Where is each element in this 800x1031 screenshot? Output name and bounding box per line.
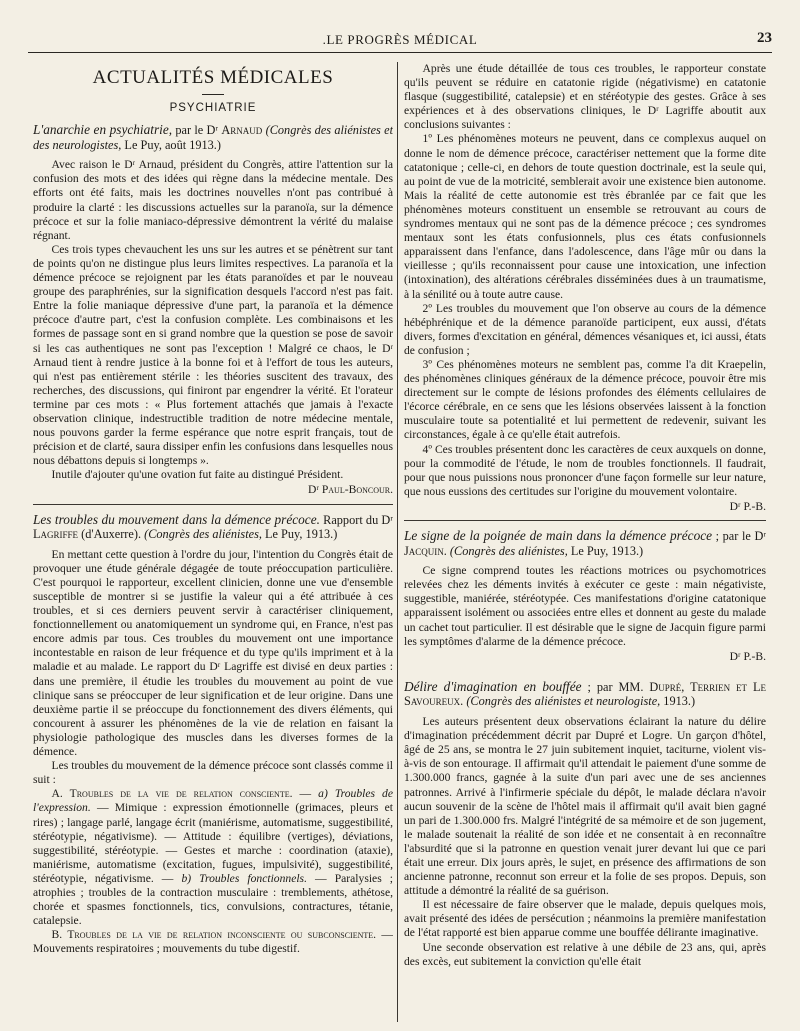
article-divider bbox=[33, 504, 393, 505]
classification-a: A. Troubles de la vie de relation consciente. — a) Troubles de l'expression. — Mimique : expression émotionnelle (grimaces, pleurs et rires) ; langage parlé, langage écrit (maniérisme, automatisme, suggestibilité, stéréotypie, négativisme). — Attitude : équilibre (vertiges), déviations, suggestibilité, stéréotypie. — Gestes et marche : coordination (ataxie), maniérisme, automatisme (excitation, fugues, impulsivité), suggestibilité, stéréotypie, négativisme. — b) Troubles fonctionnels. — Paralysies ; atrophies ; troubles de la contraction musculaire : tremblements, athétose, chorée et spasmes fonctionnels, tics, convulsions, contractures, tétanie, catalepsie. bbox=[33, 787, 393, 928]
article-title: L'anarchie en psychiatrie, bbox=[33, 122, 173, 138]
paragraph: Une seconde observation est relative à une débile de 23 ans, qui, après des excès, eut subitement la conviction qu'elle était bbox=[404, 940, 766, 968]
paragraph: Après une étude détaillée de tous ces troubles, le rapporteur constate qu'ils peuvent se réduire en catatonie rigide (négativisme) en catatonie flasque (suggestibilité, catalepsie) et en stéréotypie des gestes. Grâce à ses expériences et à des observations cliniques, le Dʳ Lagriffe aboutit aux conclusions suivantes : bbox=[404, 62, 766, 132]
paragraph: Les troubles du mouvement de la démence précoce sont classés comme il suit : bbox=[33, 759, 393, 787]
classification-b: B. Troubles de la vie de relation inconsciente ou subconsciente. — Mouvements respiratoires ; mouvements du tube digestif. bbox=[33, 928, 393, 956]
signature: Dʳ Paul-Boncour. bbox=[308, 483, 393, 497]
left-column bbox=[33, 62, 393, 1022]
paragraph: En mettant cette question à l'ordre du jour, l'intention du Congrès était de provoquer une étude générale dégagée de toute préoccupation particulière. C'est pourquoi le rapporteur, excellent clinicien, donne une vue d'ensemble susceptible de montrer si se justifie la valeur qui a été attribuée à ces troubles, et si ces derniers peuvent servir à caractériser cliniquement, fonctionnellement ou anatomiquement un syndrome qui, en France, n'est pas encore admis par tous. Ces troubles du mouvement ont une importance incontestable en raison de leur fréquence et du type qu'ils impriment et à la maladie et au malade. Le rapport du Dʳ Lagriffe est divisé en deux parties : dans une première, il étudie les troubles du mouvement au point de vue clinique sans se préoccuper de leur signification et de leur origine. Dans une deuxième partie il se préoccupe du fonctionnement des divers éléments, qui concourent à assurer les phénomènes de la vie de relation en faisant la physiologie pathologique des muscles dans les diverses formes de la démence. bbox=[33, 547, 393, 759]
paragraph: Ce signe comprend toutes les réactions motrices ou psychomotrices relevées chez les déments invités à exécuter ce geste : main négativiste, suggestible, maniérée, stéréotypée. Ces manifestations d'origine catatonique apparaissent isolément ou associées entre elles et donnent au geste du malade un cachet tout particulier. Il est désirable que le signe de Jacquin figure parmi les symptômes d'alarme de la démence précoce. bbox=[404, 564, 766, 648]
paragraph: Ces trois types chevauchent les uns sur les autres et se pénètrent sur tant de points qu'on ne distingue plus leurs limites respectives. La paranoïa et la démence précoce se rejoignent par les états paranoïdes et par le nouveau groupe des paraphrénies, sur la signification desquels l'accord n'est pas fait. Entre la folie maniaque dépressive d'une part, la paranoïa et la démence précoce d'autre part, c'est la confusion complète. Les combinaisons et les formes de passage sont en si grand nombre que la question se pose de savoir si les cas authentiques ne sont pas l'exception ! Malgré ce chaos, le Dʳ Arnaud tient à rendre justice à la bonne foi et à l'effort de tous les auteurs, qui n'est pas entièrement stérile : les théories suscitent des travaux, des recherches, des discussions, qui finiront par engendrer la vérité. Et l'orateur termine par ces mots : « Plus fortement attachés que jamais à l'exacte observation clinique, indestructible tradition de notre médecine mentale, nous pouvons garder la ferme espérance que notre esprit français, tout de précision et de clarté, saura dissiper enfin les confusions dans lesquelles nous nous débattons depuis si longtemps ». bbox=[33, 242, 393, 468]
signature: Dʳ P.-B. bbox=[729, 499, 766, 513]
article-author: Jacquin. bbox=[404, 543, 447, 558]
article-source: (Congrès des aliénistes, bbox=[144, 527, 262, 542]
conclusion-1: 1º Les phénomènes moteurs ne peuvent, dans ce complexus auquel on donne le nom de démence précoce, caractériser nettement que la forme dite catatonique ; celle-ci, en dehors de toute question doctrinale, est la seule qui, au point de vue de la motricité, semblerait avoir une existence bien autonome. Mais la réalité de cette autonomie est très ébranlée par ce fait que les phénomènes moteurs constituent un ensemble se retrouvant au cours de syndromes mentaux qui ne sont pas de la démence précoce ; ces syndromes mentaux sont les états confusionnels, plus ces états confusionnels apparaissent dans l'enfance, dans l'adolescence, dans l'âge mûr ou dans la vieillesse ; qu'ils reconnaissent pour cause une intoxication, une infection (intoxination), des altérations cérébrales disséminées dues à un traumatisme, à la sénilité ou à toute autre cause. bbox=[404, 132, 766, 301]
article-source: (Congrès des aliénistes et neurologiste, bbox=[463, 694, 661, 709]
title-rule bbox=[202, 94, 224, 95]
signature: Dʳ P.-B. bbox=[729, 649, 766, 663]
running-title: .LE PROGRÈS MÉDICAL bbox=[322, 32, 478, 47]
article-title: Les troubles du mouvement dans la démence précoce. bbox=[33, 511, 320, 527]
page-header bbox=[28, 30, 772, 53]
section-title: ACTUALITÉS MÉDICALES bbox=[92, 67, 334, 88]
subsection-title: PSYCHIATRIE bbox=[169, 102, 257, 114]
conclusion-4: 4º Ces troubles présentent donc les caractères de ceux auxquels on donne, pour la commodité de l'étude, le nom de troubles fonctionnels. Il faudrait, pour que nous puissions nous prononcer d'une façon formelle sur leur nature, que nous eussions des certitudes sur l'origine du mouvement volontaire. bbox=[404, 442, 766, 498]
paragraph: Les auteurs présentent deux observations éclairant la nature du délire d'imagination précédemment décrit par Dupré et Logre. Un garçon d'hôtel, âgé de 25 ans, se montra le 27 juin subitement inquiet, taciturne, violent vis-à-vis de son entourage. Il affirmait qu'il attendait le paiement d'une somme de 1.300.000 francs, gagnée à la suite d'un pari avec une de ses anciennes patronnes. Arrivé à l'infirmerie spéciale du dépôt, le malade déclara n'avoir aucun souvenir de la scène de l'hôtel mais il affirmait qu'il avait bien gagné un pari de 1.300.000 frs. Malgré l'intégrité de sa mémoire et de son jugement, le malade soutenait la réalité de son idée et ne consentait à en reconnaître l'absurdité que si la patronne en question venait jurer devant lui que ce pari était une erreur. Dix jours après, le sujet, en présence des affirmations de son ancienne patronne, reconnut son erreur et la folie de ses propos. Depuis, son attitude a démontré la réalité de sa guérison. bbox=[404, 715, 766, 898]
conclusion-2: 2º Les troubles du mouvement que l'on observe au cours de la démence hébéphrénique et de la démence paranoïde participent, eux aussi, d'états divers, formes d'excitation en général, démences vésaniques et, ici aussi, états de confusion ; bbox=[404, 301, 766, 357]
paragraph: Avec raison le Dʳ Arnaud, président du Congrès, attire l'attention sur la confusion des mots et des idées qui règne dans la médecine mentale. Des efforts ont été faits, mais les doctrines nouvelles n'ont pas contribué à produire la clarté : les discussions actuelles sur la paranoïa, sur la démence précoce et sur la folie maniaco-dépressive démontrent la vérité du malaise régnant. bbox=[33, 158, 393, 242]
article-heading-signe: Le signe de la poignée de main dans la démence précoce ; par le Dʳ Jacquin. (Congrès des aliénistes, Le Puy, 1913.) bbox=[404, 528, 766, 558]
article-title: Le signe de la poignée de main dans la démence précoce bbox=[404, 528, 713, 543]
article-heading-anarchie: L'anarchie en psychiatrie, par le Dʳ Arnaud (Congrès des aliénistes et des neurologistes, Le Puy, août 1913.) bbox=[33, 122, 393, 152]
article-title: Délire d'imagination en bouffée bbox=[404, 678, 582, 694]
article-author: Lagriffe bbox=[33, 527, 79, 542]
article-source: (Congrès des aliénistes et des neurologistes, bbox=[33, 123, 393, 152]
article-divider bbox=[404, 520, 766, 521]
column-rule bbox=[397, 62, 398, 1022]
paragraph: Inutile d'ajouter qu'une ovation fut faite au distingué Président. bbox=[51, 468, 344, 482]
article-author: Arnaud bbox=[221, 123, 263, 138]
article-heading-delire: Délire d'imagination en bouffée ; par MM. Dupré, Terrien et Le Savoureux. (Congrès des aliénistes et neurologiste, 1913.) bbox=[404, 678, 766, 709]
page-number: 23 bbox=[757, 30, 772, 46]
conclusion-3: 3º Ces phénomènes moteurs ne semblent pas, comme l'a dit Kraepelin, des phénomènes cliniques généraux de la démence précoce, pouvoir être mis directement sur le compte de lésions profondes des éléments cellulaires de l'écorce cérébrale, en ce sens que les lésions observées laissent à la fonction musculaire toute sa potentialité et lui permettent de redevenir, suivant les circonstances, égale à ce qu'elle était autrefois. bbox=[404, 357, 766, 442]
article-source: (Congrès des aliénistes, bbox=[446, 543, 568, 558]
paragraph: Il est nécessaire de faire observer que le malade, depuis quelques mois, avait présenté des idées de persécution ; néanmoins la première manifestation de l'état rapporté est bien apparue comme une bouffée délirante imaginative. bbox=[404, 898, 766, 940]
article-heading-troubles: Les troubles du mouvement dans la démence précoce. Rapport du Dʳ Lagriffe (d'Auxerre). (Congrès des aliénistes, Le Puy, 1913.) bbox=[33, 511, 393, 542]
right-column bbox=[404, 62, 766, 1022]
article-author: Dupré, Terrien et Le Savoureux. bbox=[404, 679, 766, 709]
